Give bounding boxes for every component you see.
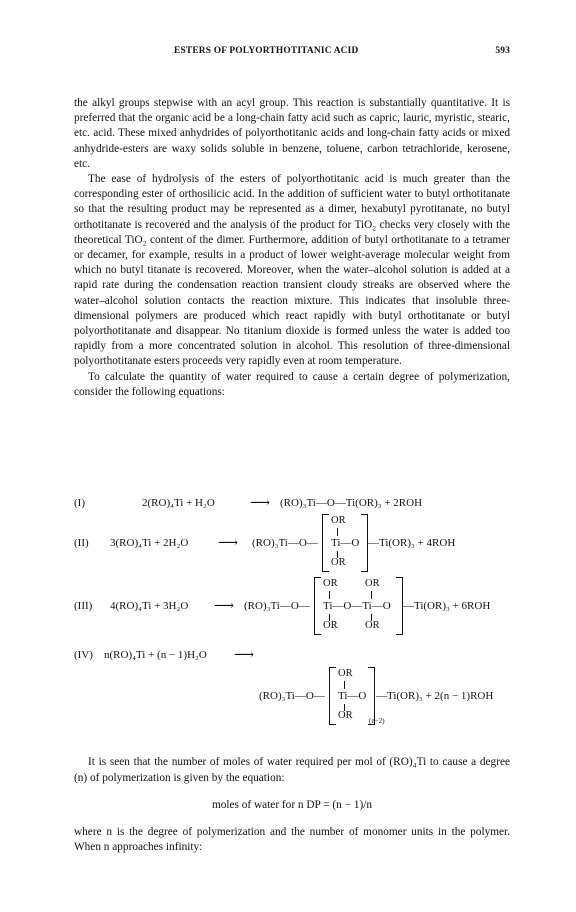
equation-3-prefix: (RO)₃Ti—O— bbox=[244, 600, 310, 612]
equation-3-label: (III) bbox=[74, 600, 93, 612]
equation-3-unit-bot-2: OR bbox=[365, 620, 380, 631]
equation-3-suffix: —Ti(OR)₃ + 6ROH bbox=[403, 600, 491, 612]
equation-4-arrow: ⟶ bbox=[234, 648, 255, 663]
formula-line: moles of water for n DP = (n − 1)/n bbox=[211, 798, 373, 811]
equation-1-arrow: ⟶ bbox=[250, 496, 271, 511]
equation-3-bond-up-1 bbox=[329, 591, 330, 599]
equation-4-bond-up bbox=[344, 681, 345, 689]
equation-3-lhs: 4(RO)₄Ti + 3H₂O bbox=[110, 600, 189, 612]
equation-4-unit-bot: OR bbox=[338, 710, 353, 721]
paragraph-1: the alkyl groups stepwise with an acyl group. This reaction is substantially quantitative. It is preferred that the organic acid be a long-chain fatty acid such as capric, lauric, myristic, stearic, etc. acid. These mixed anhydrides of polyorthotitanic acids and long-chain fatty acids or mixed anhydride-esters are waxy solids soluble in benzene, toluene, carbon tetrachloride, kerosene, etc. bbox=[74, 97, 510, 170]
equation-3-unit-top-1: OR bbox=[323, 578, 338, 589]
equation-4-label: (IV) bbox=[74, 649, 93, 661]
equation-2-unit-bot: OR bbox=[331, 557, 346, 568]
equation-4-subscript: (n−2) bbox=[369, 717, 385, 725]
equation-3-unit-bot-1: OR bbox=[323, 620, 338, 631]
equation-3-right-bracket bbox=[396, 577, 403, 635]
paragraph-5: where n is the degree of polymerization and the number of monomer units in the polymer. When n approaches infinity: bbox=[74, 825, 510, 854]
equation-1-label: (I) bbox=[74, 497, 85, 509]
equation-4-left-bracket bbox=[329, 667, 336, 725]
equation-2-prefix: (RO)₃Ti—O— bbox=[252, 537, 318, 549]
body-text bbox=[74, 96, 510, 400]
equation-2-label: (II) bbox=[74, 537, 89, 549]
tail-text bbox=[74, 744, 510, 867]
equation-4-prefix: (RO)₃Ti—O— bbox=[259, 690, 325, 702]
equation-2-right-bracket bbox=[361, 514, 368, 572]
equation-2-suffix: —Ti(OR)₃ + 4ROH bbox=[368, 537, 456, 549]
equation-1-lhs: 2(RO)₄Ti + H₂O bbox=[142, 497, 215, 509]
equation-4-unit-top: OR bbox=[338, 668, 353, 679]
paragraph-2: The ease of hydrolysis of the esters of polyorthotitanic acid is much greater than the corresponding ester of orthosilicic acid. In the addition of sufficient water to butyl orthotitanate so that the resulting product may be represented as a dimer, hexabutyl pyrotitanate, no butyl orthotitanate is recovered and the analysis of the product for TiO₂ checks very closely with the theoretical TiO₂ content of the dimer. Furthermore, addition of butyl orthotitanate to a tetramer or decamer, for example, results in a product of lower weight-average molecular weight from which no butyl titanate is recovered. Moreover, when the water–alcohol solution is added at a rapid rate during the condensation reaction transient cloudy streaks are observed where the water–alcohol solution contacts the reaction mixture. This indicates that insoluble three-dimensional polymers are produced which react rapidly with butyl orthotitanate or butyl polyorthotitanate and disappear. No titanium dioxide is formed unless the water is added too rapidly from a more concentrated solution in alcohol. This resolution of three-dimensional polyorthotitanate esters proceeds very rapidly even at room temperature. bbox=[74, 173, 510, 368]
equation-2-arrow: ⟶ bbox=[218, 536, 239, 551]
equation-4-unit-mid: Ti—O bbox=[338, 690, 367, 702]
equation-2-lhs: 3(RO)₄Ti + 2H₂O bbox=[110, 537, 189, 549]
paragraph-3: To calculate the quantity of water required to cause a certain degree of polymerization, consider the following equations: bbox=[74, 370, 510, 398]
equation-4-suffix: —Ti(OR)₃ + 2(n − 1)ROH bbox=[376, 690, 494, 702]
equation-2-bond-up bbox=[337, 528, 338, 536]
equation-2-left-bracket bbox=[322, 514, 329, 572]
equation-3-unit-mid: Ti—O—Ti—O bbox=[323, 600, 391, 612]
equation-3-bond-up-2 bbox=[371, 591, 372, 599]
equation-3-arrow: ⟶ bbox=[214, 599, 235, 614]
running-title: ESTERS OF POLYORTHOTITANIC ACID bbox=[174, 46, 359, 56]
equation-1-rhs: (RO)₃Ti—O—Ti(OR)₃ + 2ROH bbox=[280, 497, 423, 509]
equation-3-left-bracket bbox=[314, 577, 321, 635]
equation-2-unit-top: OR bbox=[331, 515, 346, 526]
equation-3-unit-top-2: OR bbox=[365, 578, 380, 589]
paragraph-4: It is seen that the number of moles of water required per mol of (RO)₄Ti to cause a degree (n) of polymerization is given by the equation: bbox=[74, 756, 510, 784]
page-number: 593 bbox=[495, 46, 510, 56]
equation-4-lhs: n(RO)₄Ti + (n − 1)H₂O bbox=[104, 649, 207, 661]
equation-2-unit-mid: Ti—O bbox=[331, 537, 360, 549]
